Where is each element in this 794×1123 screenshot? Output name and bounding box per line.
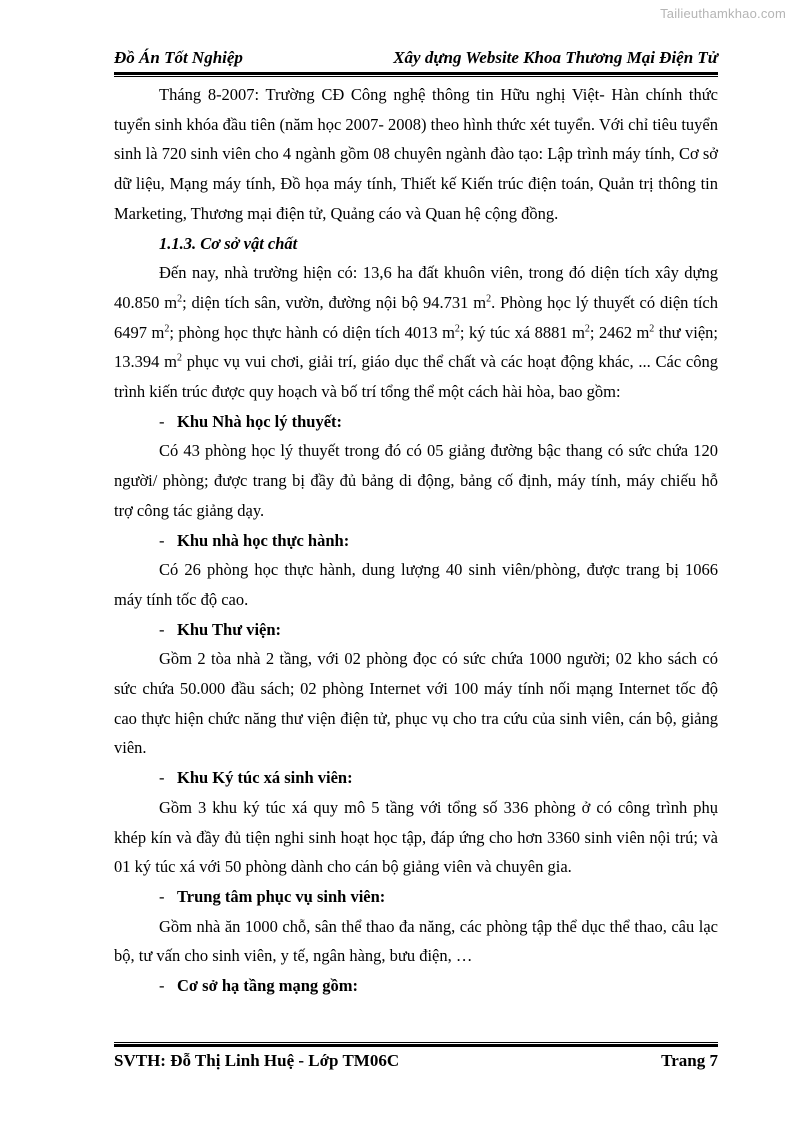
superscript: 2 xyxy=(177,293,183,305)
bullet-title: Trung tâm phục vụ sinh viên: xyxy=(177,886,386,906)
bullet-title: Khu Thư viện: xyxy=(177,619,282,639)
bullet-paragraph: Có 26 phòng học thực hành, dung lượng 40 sinh viên/phòng, được trang bị 1066 máy tính tốc độ cao. xyxy=(114,560,718,609)
text-run: phục vụ vui chơi, giải trí, giáo dục thể chất và các hoạt động khác, ... Các công trình kiến trúc được quy hoạch và bố trí tổng thể một cách hài hòa, bao gồm: xyxy=(114,352,718,402)
bullet-title: Khu Nhà học lý thuyết: xyxy=(177,411,343,431)
superscript: 2 xyxy=(649,323,655,335)
text-run: ; diện tích sân, vườn, đường nội bộ 94.731 m xyxy=(182,292,487,312)
bullet-heading xyxy=(114,763,718,793)
bullet-paragraph: Gồm 3 khu ký túc xá quy mô 5 tầng với tổng số 336 phòng ở có công trình phụ khép kín và đầy đủ tiện nghi sinh hoạt học tập, đáp ứng cho hơn 3360 sinh viên nội trú; và 01 ký túc xá với 50 phòng dành cho cán bộ giảng viên và chuyên gia. xyxy=(114,797,718,877)
footer-rule xyxy=(114,1042,718,1047)
document-body xyxy=(114,80,718,1001)
bullet-title: Khu nhà học thực hành: xyxy=(177,530,350,550)
intro-paragraph: Tháng 8-2007: Trường CĐ Công nghệ thông tin Hữu nghị Việt- Hàn chính thức tuyển sinh khóa đầu tiên (năm học 2007- 2008) theo hình thức xét tuyển. Với chỉ tiêu tuyển sinh là 720 sinh viên cho 4 ngành gồm 08 chuyên ngành đào tạo: Lập trình máy tính, Cơ sở dữ liệu, Mạng máy tính, Đồ họa máy tính, Thiết kế Kiến trúc điện toán, Quản trị thông tin Marketing, Thương mại điện tử, Quảng cáo và Quan hệ cộng đồng. xyxy=(114,85,718,223)
page-number: Trang 7 xyxy=(661,1051,718,1070)
bullet-heading xyxy=(114,971,718,1001)
bullet-dash: - xyxy=(159,976,165,996)
text-run: Đến nay, nhà trường hiện có: 13,6 ha đất khuôn viên, trong đó diện tích xây dựng 40.850 m xyxy=(114,263,718,312)
bullet-dash: - xyxy=(159,411,165,431)
watermark: Tailieuthamkhao.com xyxy=(660,6,786,21)
page-header xyxy=(114,48,718,68)
text-run: ; 2462 m xyxy=(589,322,650,342)
text-run: . Phòng học lý thuyết có diện tích 6497 m xyxy=(114,292,718,342)
superscript: 2 xyxy=(454,323,460,335)
bullet-dash: - xyxy=(159,886,165,906)
text-run: thư viện; 13.394 m xyxy=(114,322,718,372)
bullet-dash: - xyxy=(159,619,165,639)
header-rule xyxy=(114,72,718,77)
section-heading: 1.1.3. Cơ sở vật chất xyxy=(159,233,298,253)
bullet-heading xyxy=(114,882,718,912)
bullet-title: Khu Ký túc xá sinh viên: xyxy=(177,768,353,788)
text-run: ; ký túc xá 8881 m xyxy=(459,322,585,342)
bullet-heading xyxy=(114,407,718,437)
footer-author: SVTH: Đỗ Thị Linh Huệ - Lớp TM06C xyxy=(114,1051,400,1070)
bullet-dash: - xyxy=(159,530,165,550)
facilities-paragraph xyxy=(114,258,718,407)
superscript: 2 xyxy=(584,323,590,335)
bullet-title: Cơ sở hạ tầng mạng gồm: xyxy=(177,976,358,996)
superscript: 2 xyxy=(164,323,170,335)
page-footer xyxy=(114,1051,718,1071)
bullet-heading xyxy=(114,526,718,556)
bullet-paragraph: Có 43 phòng học lý thuyết trong đó có 05 giảng đường bậc thang có sức chứa 120 người/ phòng; được trang bị đầy đủ bảng di động, bảng cố định, máy tính, máy chiếu hỗ trợ công tác giảng dạy. xyxy=(114,441,718,520)
bullet-paragraph: Gồm nhà ăn 1000 chỗ, sân thể thao đa năng, các phòng tập thể dục thể thao, câu lạc bộ, tư vấn cho sinh viên, y tế, ngân hàng, bưu điện, … xyxy=(114,916,718,966)
header-left-title: Đồ Án Tốt Nghiệp xyxy=(114,48,243,67)
header-right-title: Xây dựng Website Khoa Thương Mại Điện Tử xyxy=(393,48,718,67)
bullet-paragraph: Gồm 2 tòa nhà 2 tầng, với 02 phòng đọc có sức chứa 1000 người; 02 kho sách có sức chứa 50.000 đầu sách; 02 phòng Internet với 100 máy tính nối mạng Internet tốc độ cao thực hiện chức năng thư viện điện tử, phục vụ cho tra cứu của sinh viên, cán bộ, giảng viên. xyxy=(114,649,718,758)
superscript: 2 xyxy=(486,293,492,305)
bullet-heading xyxy=(114,615,718,645)
superscript: 2 xyxy=(176,352,182,364)
bullet-dash: - xyxy=(159,768,165,788)
text-run: ; phòng học thực hành có diện tích 4013 m xyxy=(169,322,455,342)
